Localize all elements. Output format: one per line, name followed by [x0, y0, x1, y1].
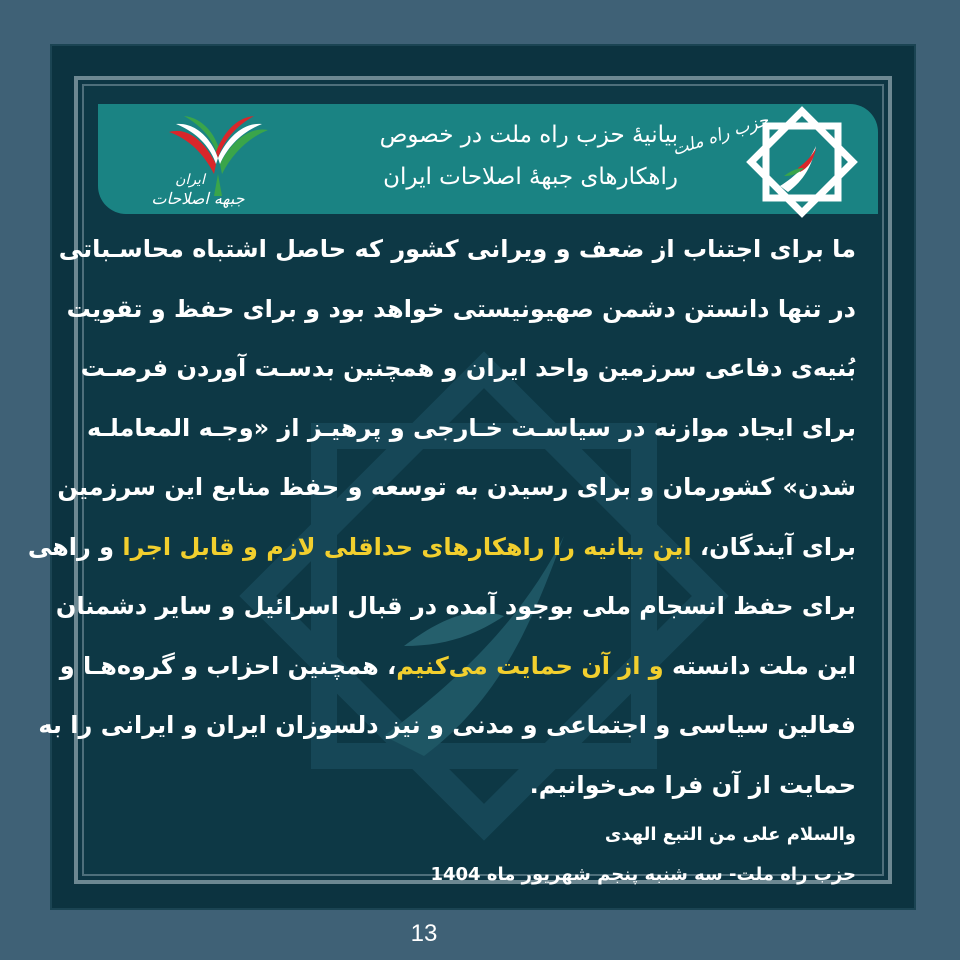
statement-line: [55, 577, 856, 637]
statement-line: [80, 339, 856, 399]
statement-line: [38, 696, 856, 756]
salutation: والسلام علی من التبع الهدی: [604, 824, 856, 845]
statement-line: [27, 518, 856, 578]
header-title-line-1: بیانیۀ حزب راه ملت در خصوص: [379, 122, 678, 148]
statement-line: [59, 637, 856, 697]
statement-text: بُنیه‌ی دفاعی سرزمین واحد ایران و همچنین بدسـت آوردن فرصـت: [80, 354, 856, 382]
outer-frame: [27, 44, 916, 910]
statement-text: این ملت دانسته: [663, 651, 856, 680]
statement-body: [27, 220, 856, 815]
statement-line: [57, 458, 856, 518]
rah-mellat-logo: [669, 110, 862, 210]
statement-text: حمایت از آن فرا می‌خوانیم.: [529, 770, 856, 799]
highlighted-text: این بیانیه را راهکارهای حداقلی لازم و قابل اجرا: [122, 532, 692, 561]
statement-text: ما برای اجتناب از ضعف و ویرانی کشور که حاصل اشتباه محاسـباتی: [58, 235, 856, 263]
statement-text: و راهی: [27, 532, 123, 561]
reform-front-logo: [144, 104, 294, 216]
logo-left-label-1: ایران: [175, 172, 205, 188]
reform-front-emblem-icon: [144, 104, 294, 216]
header-title: [278, 114, 678, 198]
highlighted-text: و از آن حمایت می‌کنیم: [396, 651, 664, 680]
statement-line: [58, 220, 856, 280]
statement-text: برای حفظ انسجام ملی بوجود آمده در قبال اسرائیل و سایر دشمنان: [55, 592, 856, 620]
content-panel: [27, 84, 884, 885]
party-emblem-icon: [669, 110, 862, 210]
statement-text: در تنها دانستن دشمن صهیونیستی خواهد بود و برای حفظ و تقویت: [66, 294, 856, 323]
statement-text: فعالین سیاسی و اجتماعی و مدنی و نیز دلسوزان ایران و ایرانی را به: [38, 711, 856, 739]
statement-text: ، همچنین احزاب و گروه‌هـا و: [59, 651, 397, 680]
logo-left-label-2: جبهه اصلاحات: [151, 189, 245, 208]
statement-text: برای آیندگان،: [691, 532, 856, 561]
middle-border: [27, 76, 892, 885]
statement-text: برای ایجاد موازنه در سیاسـت خـارجی و پرهیـز از «وجـه المعاملـه: [86, 413, 856, 442]
statement-line: [98, 756, 856, 816]
statement-line: [86, 399, 856, 459]
logo-right-label: حزب راه ملت: [669, 110, 772, 161]
header-title-line-2: راهکارهای جبهۀ اصلاحات ایران: [383, 164, 678, 190]
signer-date: حزب راه ملت- سه شنبه پنجم شهریور ماه 1404: [430, 864, 856, 885]
statement-line: [66, 280, 856, 340]
page-number: 13: [410, 920, 438, 947]
statement-text: شدن» کشورمان و برای رسیدن به توسعه و حفظ منابع این سرزمین: [57, 473, 856, 501]
header-banner: [98, 104, 878, 214]
